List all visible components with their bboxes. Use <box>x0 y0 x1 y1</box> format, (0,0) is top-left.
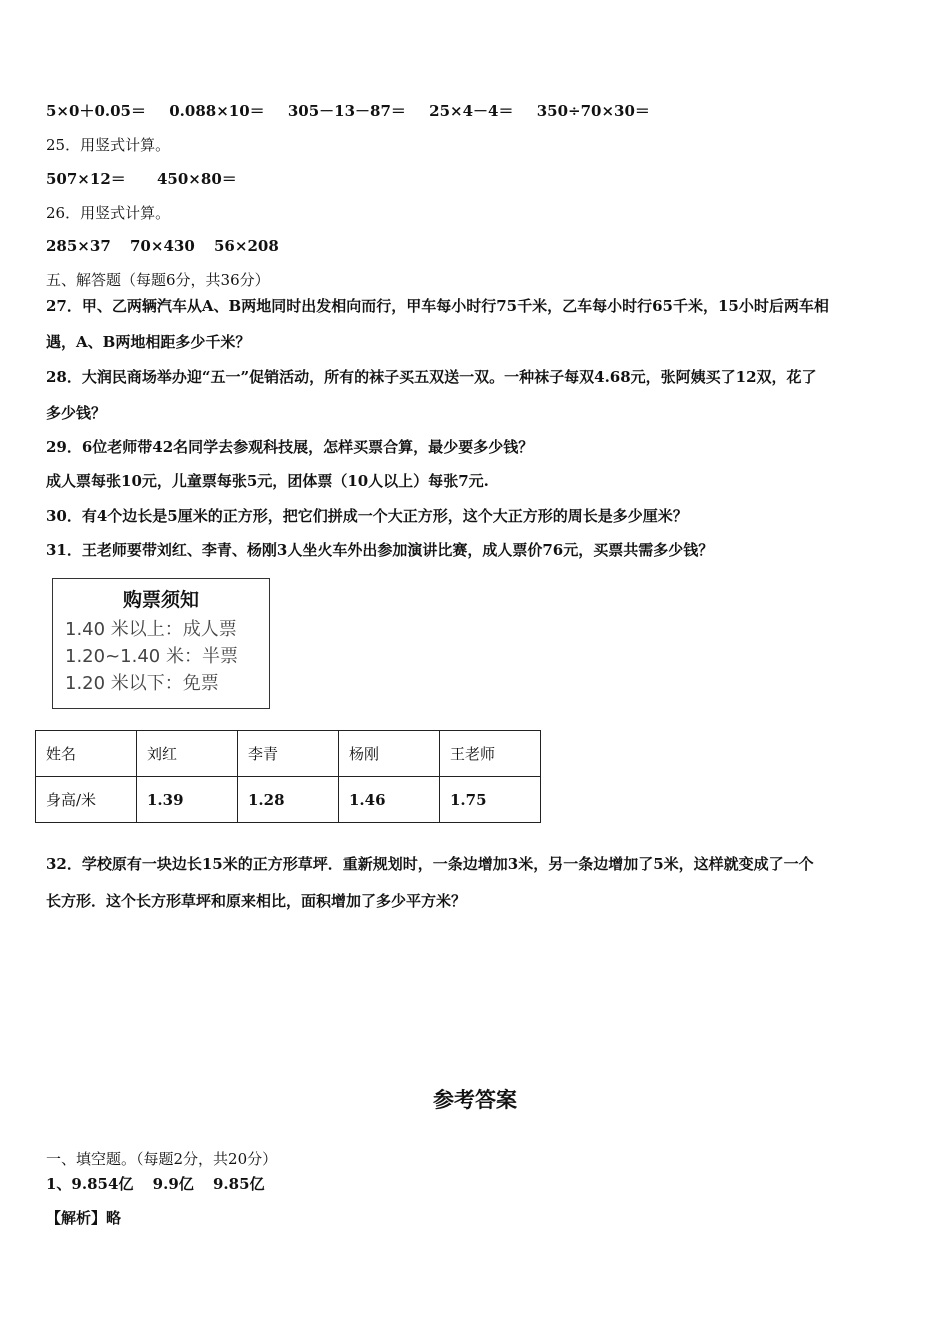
q25-item: 507×12＝ <box>46 170 126 188</box>
q29-line2: 成人票每张10元，儿童票每张5元，团体票（10人以上）每张7元. <box>46 472 489 490</box>
answers-title: 参考答案 <box>433 1088 517 1112</box>
notice-line: 1.20 米以下：免票 <box>65 673 219 694</box>
calc-item: 5×0＋0.05＝ <box>46 102 146 120</box>
table-cell: 1.28 <box>238 777 339 823</box>
section-heading: 五、解答题（每题6分，共36分） <box>46 271 270 289</box>
table-cell: 刘红 <box>137 731 238 777</box>
table-cell: 王老师 <box>440 731 541 777</box>
ticket-notice-box <box>52 578 270 709</box>
answer-item: 9.9亿 <box>152 1175 194 1193</box>
notice-title: 购票须知 <box>122 589 199 611</box>
table-cell: 1.46 <box>339 777 440 823</box>
q26-item: 285×37 <box>46 237 111 255</box>
q29-line1: 29．6位老师带42名同学去参观科技展，怎样买票合算，最少要多少钱？ <box>46 438 534 456</box>
answer-1 <box>46 1174 265 1194</box>
table-cell: 姓名 <box>36 731 137 777</box>
q26-items <box>46 236 279 256</box>
calc-item: 25×4－4＝ <box>429 102 514 120</box>
calc-item: 350÷70×30＝ <box>536 102 650 120</box>
q31: 31．王老师要带刘红、李青、杨刚3人坐火车外出参加演讲比赛，成人票价76元，买票共需多少钱？ <box>46 541 714 559</box>
q32-line2: 长方形．这个长方形草坪和原来相比，面积增加了多少平方米？ <box>46 892 467 910</box>
table-row <box>36 731 541 777</box>
table-cell: 李青 <box>238 731 339 777</box>
calc-row <box>46 101 650 121</box>
q30: 30．有4个边长是5厘米的正方形，把它们拼成一个大正方形，这个大正方形的周长是多少厘米？ <box>46 507 688 525</box>
notice-line: 1.20~1.40 米：半票 <box>65 646 238 667</box>
q32-line1: 32．学校原有一块边长15米的正方形草坪．重新规划时，一条边增加3米，另一条边增加了5米，这样就变成了一个 <box>46 855 814 873</box>
q26-item: 70×430 <box>130 237 195 255</box>
table-cell: 杨刚 <box>339 731 440 777</box>
analysis: 【解析】略 <box>46 1209 122 1227</box>
answer-item: 1、9.854亿 <box>46 1175 134 1193</box>
q27-line1: 27．甲、乙两辆汽车从A、B两地同时出发相向而行，甲车每小时行75千米，乙车每小时行65千米，15小时后两车相 <box>46 297 829 315</box>
table-cell: 身高/米 <box>36 777 137 823</box>
table-cell: 1.39 <box>137 777 238 823</box>
q27-line2: 遇，A、B两地相距多少千米？ <box>46 333 251 351</box>
q25-title: 25．用竖式计算。 <box>46 136 171 154</box>
q25-items <box>46 169 237 189</box>
table-cell: 1.75 <box>440 777 541 823</box>
q28-line2: 多少钱？ <box>46 404 107 422</box>
calc-item: 305－13－87＝ <box>287 102 406 120</box>
answer-item: 9.85亿 <box>213 1175 265 1193</box>
q26-item: 56×208 <box>214 237 279 255</box>
answers-section-heading: 一、填空题。（每题2分，共20分） <box>46 1150 278 1168</box>
q28-line1: 28．大润民商场举办迎“五一”促销活动，所有的袜子买五双送一双。一种袜子每双4.68元，张阿姨买了12双，花了 <box>46 368 817 386</box>
q26-title: 26．用竖式计算。 <box>46 204 171 222</box>
heights-table <box>35 730 541 823</box>
table-row <box>36 777 541 823</box>
notice-line: 1.40 米以上：成人票 <box>65 619 237 640</box>
q25-item: 450×80＝ <box>157 170 237 188</box>
calc-item: 0.088×10＝ <box>169 102 265 120</box>
